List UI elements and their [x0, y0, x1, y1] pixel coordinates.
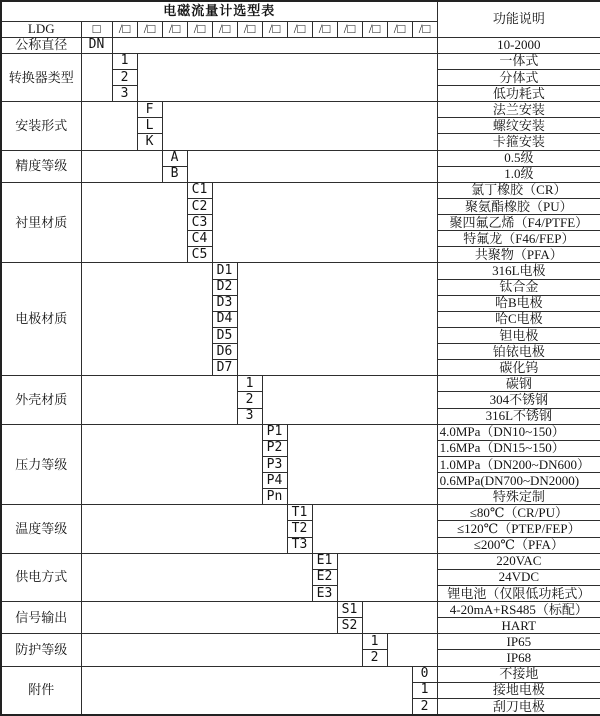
option-desc: 220VAC: [437, 553, 600, 569]
group-label: 压力等级: [1, 424, 81, 505]
option-desc: 低功耗式: [437, 86, 600, 102]
spacer-cell: [81, 602, 337, 634]
option-code: 1: [412, 682, 437, 698]
checkbox-slot: /□: [137, 21, 162, 37]
option-desc: ≤80℃（CR/PU）: [437, 505, 600, 521]
spacer-cell: [81, 553, 312, 601]
option-desc: 碳钢: [437, 376, 600, 392]
option-row: [1, 150, 600, 166]
option-code: 2: [237, 392, 262, 408]
option-desc: 锂电池（仅限低功耗式）: [437, 585, 600, 601]
spacer-cell: [362, 602, 437, 634]
option-code: C1: [187, 182, 212, 198]
spacer-cell: [81, 263, 212, 376]
group-label: 转换器类型: [1, 53, 81, 101]
spacer-cell: [187, 150, 437, 182]
option-desc: 24VDC: [437, 569, 600, 585]
option-code: 2: [112, 69, 137, 85]
spacer-cell: [287, 424, 437, 505]
option-row: [1, 505, 600, 521]
option-desc: 1.0级: [437, 166, 600, 182]
option-code: E3: [312, 585, 337, 601]
checkbox-slot: /□: [362, 21, 387, 37]
option-code: 2: [362, 650, 387, 666]
spacer-cell: [337, 553, 437, 601]
option-row: [1, 634, 600, 650]
table-title: 电磁流量计选型表: [1, 1, 437, 21]
checkbox-slot: /□: [112, 21, 137, 37]
spacer-cell: [81, 102, 137, 150]
option-desc: 一体式: [437, 53, 600, 69]
spacer-cell: [81, 634, 362, 666]
option-code: D6: [212, 344, 237, 360]
model-prefix: LDG: [1, 21, 81, 37]
option-desc: 聚四氟乙烯（F4/PTFE）: [437, 215, 600, 231]
checkbox-slot: /□: [312, 21, 337, 37]
option-desc: 接地电极: [437, 682, 600, 698]
option-desc: 共聚物（PFA）: [437, 247, 600, 263]
checkbox-slot: /□: [262, 21, 287, 37]
option-desc: 0.5级: [437, 150, 600, 166]
option-code: Pn: [262, 489, 287, 505]
spacer-cell: [81, 505, 287, 553]
option-code: A: [162, 150, 187, 166]
option-row: [1, 424, 600, 440]
checkbox-slot: /□: [387, 21, 412, 37]
option-desc: HART: [437, 618, 600, 634]
option-desc: 304不锈钢: [437, 392, 600, 408]
group-label: 电极材质: [1, 263, 81, 376]
option-code: 1: [112, 53, 137, 69]
option-code: 0: [412, 666, 437, 682]
option-code: C5: [187, 247, 212, 263]
option-desc: 10-2000: [437, 37, 600, 53]
option-row: [1, 553, 600, 569]
option-row: [1, 182, 600, 198]
checkbox-slot: /□: [337, 21, 362, 37]
group-label: 防护等级: [1, 634, 81, 666]
group-label: 衬里材质: [1, 182, 81, 263]
spacer-cell: [81, 376, 237, 424]
option-desc: 4.0MPa（DN10~150）: [437, 424, 600, 440]
option-desc: IP65: [437, 634, 600, 650]
option-row: [1, 376, 600, 392]
group-label: 信号输出: [1, 602, 81, 634]
option-desc: IP68: [437, 650, 600, 666]
option-code: DN: [81, 37, 112, 53]
checkbox-slot: /□: [212, 21, 237, 37]
option-desc: 法兰安装: [437, 102, 600, 118]
checkbox-slot: /□: [187, 21, 212, 37]
option-code: C2: [187, 198, 212, 214]
option-desc: 316L电极: [437, 263, 600, 279]
checkbox-slot: /□: [287, 21, 312, 37]
option-desc: ≤120℃（PTEP/FEP）: [437, 521, 600, 537]
spacer-cell: [212, 182, 437, 263]
option-row: [1, 602, 600, 618]
group-label: 精度等级: [1, 150, 81, 182]
option-desc: 不接地: [437, 666, 600, 682]
title-row: [1, 1, 600, 21]
option-code: B: [162, 166, 187, 182]
checkbox-slot: /□: [162, 21, 187, 37]
option-desc: 哈C电极: [437, 311, 600, 327]
group-label: 公称直径: [1, 37, 81, 53]
spacer-cell: [262, 376, 437, 424]
option-code: D4: [212, 311, 237, 327]
checkbox-slot: /□: [412, 21, 437, 37]
option-code: D2: [212, 279, 237, 295]
spacer-cell: [81, 424, 262, 505]
option-desc: 0.6MPa(DN700~DN2000): [437, 473, 600, 489]
option-desc: 铂铱电极: [437, 344, 600, 360]
option-code: P4: [262, 473, 287, 489]
option-desc: 1.0MPa（DN200~DN600）: [437, 456, 600, 472]
option-desc: 钛合金: [437, 279, 600, 295]
spacer-cell: [81, 666, 412, 715]
option-code: T1: [287, 505, 312, 521]
function-column-header: 功能说明: [437, 1, 600, 37]
option-code: 3: [112, 86, 137, 102]
option-code: P2: [262, 440, 287, 456]
spacer-cell: [137, 53, 437, 101]
group-label: 安装形式: [1, 102, 81, 150]
option-row: [1, 53, 600, 69]
option-desc: 钽电极: [437, 327, 600, 343]
option-code: P3: [262, 456, 287, 472]
option-desc: ≤200℃（PFA）: [437, 537, 600, 553]
option-code: S1: [337, 602, 362, 618]
option-desc: 4-20mA+RS485（标配）: [437, 602, 600, 618]
option-desc: 刮刀电极: [437, 698, 600, 715]
option-desc: 聚氨酯橡胶（PU）: [437, 198, 600, 214]
option-code: D5: [212, 327, 237, 343]
spacer-cell: [112, 37, 437, 53]
checkbox-slot: /□: [237, 21, 262, 37]
option-code: P1: [262, 424, 287, 440]
group-label: 供电方式: [1, 553, 81, 601]
option-desc: 1.6MPa（DN15~150）: [437, 440, 600, 456]
option-desc: 特氟龙（F46/FEP）: [437, 231, 600, 247]
option-code: S2: [337, 618, 362, 634]
spacer-cell: [387, 634, 437, 666]
option-code: D3: [212, 295, 237, 311]
option-row: [1, 263, 600, 279]
spacer-cell: [81, 53, 112, 101]
option-desc: 特殊定制: [437, 489, 600, 505]
option-code: T2: [287, 521, 312, 537]
option-code: C4: [187, 231, 212, 247]
spacer-cell: [312, 505, 437, 553]
option-desc: 哈B电极: [437, 295, 600, 311]
group-label: 附件: [1, 666, 81, 715]
spacer-cell: [237, 263, 437, 376]
option-code: D1: [212, 263, 237, 279]
option-desc: 碳化钨: [437, 360, 600, 376]
option-desc: 氯丁橡胶（CR）: [437, 182, 600, 198]
option-code: E1: [312, 553, 337, 569]
option-row: [1, 37, 600, 53]
option-desc: 螺纹安装: [437, 118, 600, 134]
option-code: L: [137, 118, 162, 134]
option-row: [1, 102, 600, 118]
option-desc: 分体式: [437, 69, 600, 85]
spacer-cell: [162, 102, 437, 150]
option-code: C3: [187, 215, 212, 231]
spacer-cell: [81, 182, 187, 263]
option-code: F: [137, 102, 162, 118]
group-label: 外壳材质: [1, 376, 81, 424]
option-code: 1: [237, 376, 262, 392]
option-row: [1, 666, 600, 682]
option-code: 2: [412, 698, 437, 715]
option-code: 1: [362, 634, 387, 650]
option-code: E2: [312, 569, 337, 585]
option-code: 3: [237, 408, 262, 424]
group-label: 温度等级: [1, 505, 81, 553]
option-code: K: [137, 134, 162, 150]
option-desc: 316L不锈钢: [437, 408, 600, 424]
checkbox: □: [81, 21, 112, 37]
option-desc: 卡箍安装: [437, 134, 600, 150]
spacer-cell: [81, 150, 162, 182]
option-code: D7: [212, 360, 237, 376]
option-code: T3: [287, 537, 312, 553]
